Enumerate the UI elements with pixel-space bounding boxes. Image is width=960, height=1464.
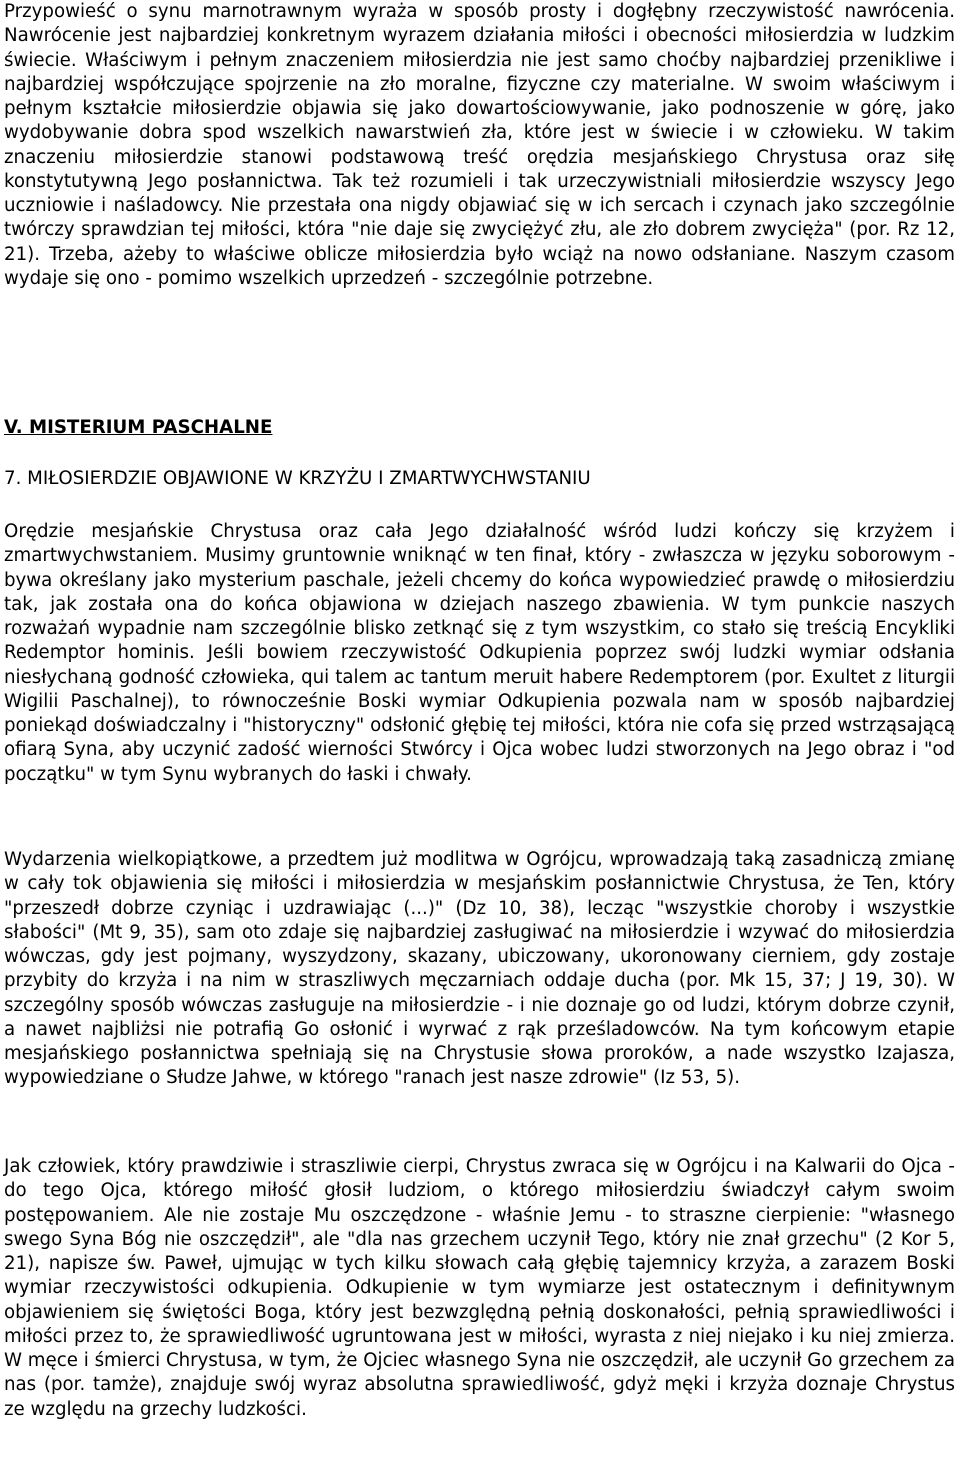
paragraph-messianic-message: Orędzie mesjańskie Chrystusa oraz cała Jego działalność wśród ludzi kończy się krzyżem i zmartwychwstaniem. Musimy gruntownie wniknąć w ten finał, który - zwłaszcza w języku soborowym - bywa określany jako mysterium paschale, jeżeli chcemy do końca wypowiedzieć prawdę o miłosierdziu tak, jak została ona do końca objawiona w dziejach naszego zbawienia. W tym punkcie naszych rozważań wypadnie nam szczególnie blisko zetknąć się z tym wszystkim, co stało się treścią Encykliki Redemptor hominis. Jeśli bowiem rzeczywistość Odkupienia poprzez swój ludzki wymiar odsłania niesłychaną godność człowieka, qui talem ac tantum meruit habere Redemptorem (por. Exultet z liturgii Wigilii Paschalnej), to równocześnie Boski wymiar Odkupienia pozwala nam w sposób najbardziej poniekąd doświadczalny i "historyczny" odsłonić głębię tej miłości, która nie cofa się przed wstrząsającą ofiarą Syna, aby uczynić zadość wierności Stwórcy i Ojca wobec ludzi stworzonych na Jego obraz i "od początku" w tym Synu wybranych do łaski i chwały. (4, 521, 955, 785)
section-heading: V. MISTERIUM PASCHALNE (4, 417, 273, 438)
paragraph-prodigal-son: Przypowieść o synu marnotrawnym wyraża w sposób prosty i dogłębny rzeczywistość nawrócenia. Nawrócenie jest najbardziej konkretnym wyrazem działania miłości i obecności miłosierdzia w ludzkim świecie. Właściwym i pełnym znaczeniem miłosierdzia nie jest samo choćby najbardziej przenikliwe i najbardziej współczujące spojrzenie na zło moralne, fizyczne czy materialne. W swoim właściwym i pełnym kształcie miłosierdzie objawia się jako dowartościowywanie, jako podnoszenie w górę, jako wydobywanie dobra spod wszelkich nawarstwień zła, które jest w świecie i w człowieku. W takim znaczeniu miłosierdzie stanowi podstawową treść orędzia mesjańskiego Chrystusa oraz siłę konstytutywną Jego posłannictwa. Tak też rozumieli i tak urzeczywistniali miłosierdzie wszyscy Jego uczniowie i naśladowcy. Nie przestała ona nigdy objawiać się w ich sercach i czynach jako szczególnie twórczy sprawdzian tej miłości, która "nie daje się zwyciężyć złu, ale zło dobrem zwycięża" (por. Rz 12, 21). Trzeba, ażeby to właściwe oblicze miłosierdzia było wciąż na nowo odsłaniane. Naszym czasom wydaje się ono - pomimo wszelkich uprzedzeń - szczególnie potrzebne. (4, 1, 955, 289)
subsection-heading: 7. MIŁOSIERDZIE OBJAWIONE W KRZYŻU I ZMARTWYCHWSTANIU (4, 468, 591, 489)
paragraph-good-friday-events: Wydarzenia wielkopiątkowe, a przedtem już modlitwa w Ogrójcu, wprowadzają taką zasadniczą zmianę w cały tok objawienia się miłości i miłosierdzia w mesjańskim posłannictwie Chrystusa, że Ten, który "przeszedł dobrze czyniąc i uzdrawiając (...)" (Dz 10, 38), lecząc "wszystkie choroby i wszystkie słabości" (Mt 9, 35), sam oto zdaje się najbardziej zasługiwać na miłosierdzie i wzywać do miłosierdzia wówczas, gdy jest pojmany, wyszydzony, skazany, ubiczowany, ukoronowany cierniem, gdy zostaje przybity do krzyża i na nim w straszliwych męczarniach oddaje ducha (por. Mk 15, 37; J 19, 30). W szczególny sposób wówczas zasługuje na miłosierdzie - i nie doznaje go od ludzi, którym dobrze czynił, a nawet najbliżsi nie potrafią Go osłonić i wyrwać z rąk prześladowców. Na tym końcowym etapie mesjańskiego posłannictwa spełniają się na Chrystusie słowa proroków, a nade wszystko Izajasza, wypowiedziane o Słudze Jahwe, w którego "ranach jest nasze zdrowie" (Iz 53, 5). (4, 849, 955, 1089)
paragraph-suffering-christ: Jak człowiek, który prawdziwie i straszliwie cierpi, Chrystus zwraca się w Ogrójcu i na Kalwarii do Ojca - do tego Ojca, którego miłość głosił ludziom, o którego miłosierdziu świadczył całym swoim postępowaniem. Ale nie zostaje Mu oszczędzone - właśnie Jemu - to straszne cierpienie: "własnego swego Syna Bóg nie oszczędził", ale "dla nas grzechem uczynił Tego, który nie znał grzechu" (2 Kor 5, 21), napisze św. Paweł, ujmując w tych kilku słowach całą głębię tajemnicy krzyża, a zarazem Boski wymiar rzeczywistości odkupienia. Odkupienie w tym wymiarze jest ostatecznym i definitywnym objawieniem się świętości Boga, który jest bezwzględną pełnią doskonałości, pełnią sprawiedliwości i miłości przez to, że sprawiedliwość ugruntowana jest w miłości, wyrasta z niej niejako i ku niej zmierza. W męce i śmierci Chrystusa, w tym, że Ojciec własnego Syna nie oszczędził, ale uczynił Go grzechem za nas (por. tamże), znajduje swój wyraz absolutna sprawiedliwość, gdyż męki i krzyża doznaje Chrystus ze względu na grzechy ludzkości. (4, 1156, 955, 1420)
